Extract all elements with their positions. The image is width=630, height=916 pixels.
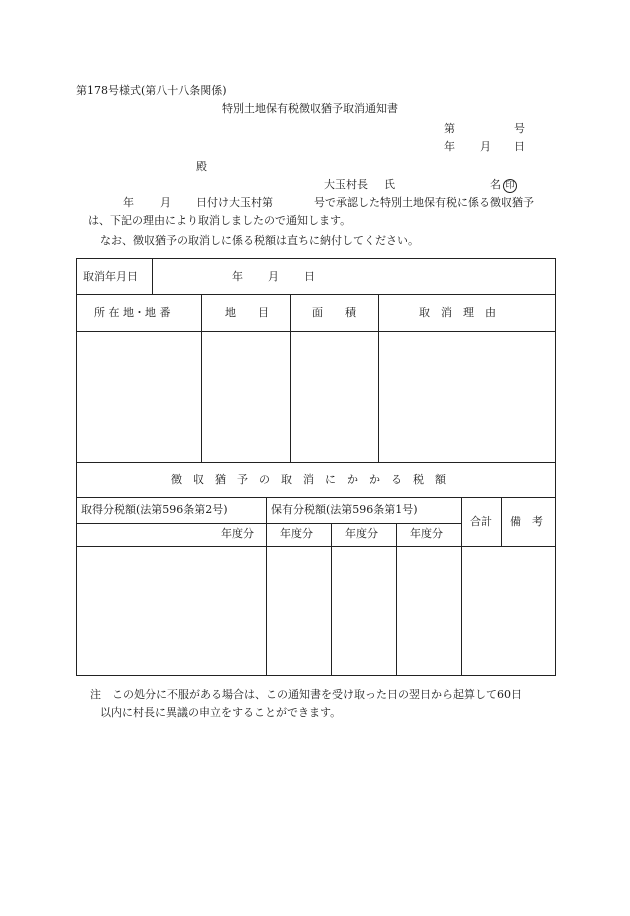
doc-number-suffix: 号 (514, 122, 525, 135)
name-label-text: 名 (490, 178, 501, 191)
col-divider (501, 497, 502, 546)
fiscal-year-label: 年度分 (410, 527, 443, 540)
row-divider (77, 546, 555, 547)
notice-table (76, 258, 556, 676)
header-total: 合計 (470, 515, 492, 528)
row-divider (77, 497, 555, 498)
body-line3: なお、徴収猶予の取消しに係る税額は直ちに納付してください。 (100, 234, 419, 247)
fiscal-year-label: 年度分 (221, 527, 254, 540)
header-reason: 取 消 理 由 (419, 306, 496, 319)
body-line2: は、下記の理由により取消しましたので通知します。 (88, 214, 352, 227)
header-remarks: 備 考 (510, 515, 543, 528)
row-divider (77, 462, 555, 463)
issuer-name-label-1: 氏 (384, 178, 395, 191)
col-divider (378, 294, 379, 462)
col-divider (396, 523, 397, 675)
cancel-date-label: 取消年月日 (83, 270, 138, 283)
col-divider (331, 523, 332, 675)
fiscal-year-label: 年度分 (345, 527, 378, 540)
addressee-honorific: 殿 (196, 160, 207, 173)
col-divider (152, 259, 153, 294)
col-divider (266, 497, 267, 675)
seal-mark: 印 (503, 179, 517, 193)
header-land-category: 地 目 (225, 306, 269, 319)
issuer-name-label-2 (490, 178, 517, 193)
body-line1-end: 号で承認した特別土地保有税に係る徴収猶予 (314, 196, 534, 209)
tax-section-title: 徴 収 猶 予 の 取 消 に か か る 税 額 (171, 473, 446, 486)
cancel-date-day: 日 (304, 270, 315, 283)
header-holding-tax: 保有分税額(法第596条第1号) (271, 503, 418, 516)
date-month: 月 (480, 140, 491, 153)
date-day: 日 (514, 140, 525, 153)
col-divider (201, 294, 202, 462)
issuer-title: 大玉村長 (324, 178, 368, 191)
col-divider (290, 294, 291, 462)
header-acquisition-tax: 取得分税額(法第596条第2号) (81, 503, 228, 516)
body-year: 年 (123, 196, 134, 209)
body-month: 月 (160, 196, 171, 209)
cancel-date-month: 月 (268, 270, 279, 283)
form-number: 第178号様式(第八十八条関係) (76, 84, 227, 97)
note-line2: 以内に村長に異議の申立をすることができます。 (100, 706, 342, 719)
date-year: 年 (444, 140, 455, 153)
doc-number-prefix: 第 (444, 122, 455, 135)
body-line1-mid: 日付け大玉村第 (196, 196, 273, 209)
col-divider (461, 497, 462, 675)
fiscal-year-label: 年度分 (280, 527, 313, 540)
row-divider (77, 331, 555, 332)
document-title: 特別土地保有税徴収猶予取消通知書 (222, 102, 398, 115)
cancel-date-year: 年 (232, 270, 243, 283)
header-area: 面 積 (312, 306, 356, 319)
row-divider (77, 294, 555, 295)
row-divider (77, 523, 461, 524)
note-line1: 注 この処分に不服がある場合は、この通知書を受け取った日の翌日から起算して60日 (90, 688, 522, 701)
header-location: 所 在 地・地 番 (94, 306, 171, 319)
